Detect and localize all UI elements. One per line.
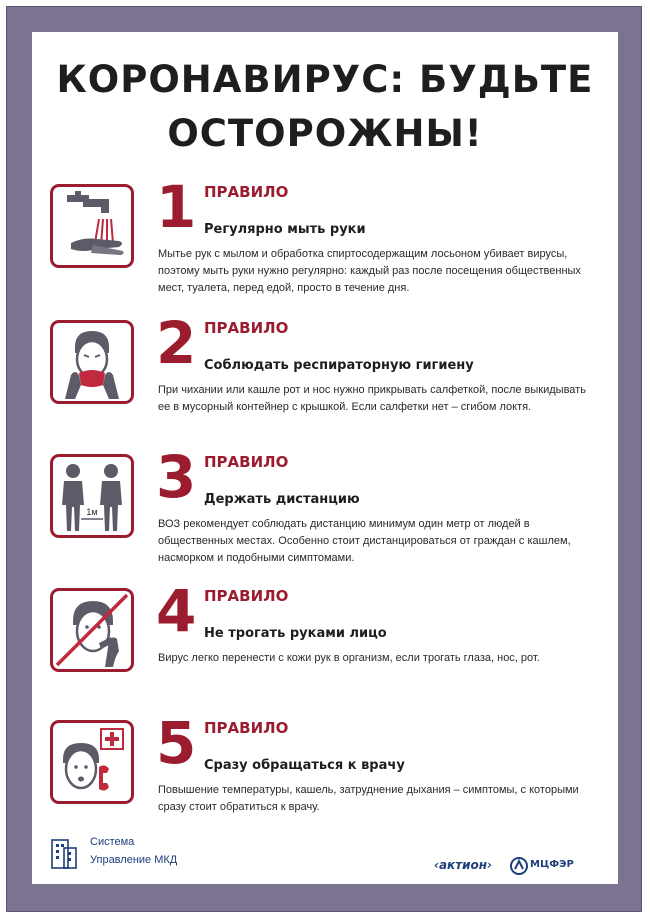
aktion-logo: ‹актион›	[434, 858, 493, 872]
poster-title-line2: ОСТОРОЖНЫ!	[167, 112, 483, 155]
distance-label: 1м	[86, 507, 98, 517]
rule-number: 4	[156, 577, 197, 645]
rule-label: ПРАВИЛО	[204, 719, 289, 737]
rule-1	[32, 173, 618, 322]
rule-body: Мытье рук с мылом и обработка спиртосодержащим лосьоном убивает вирусы, поэтому мыть руки нужно регулярно: каждый раз после посещения общественных мест, туалета, перед едой, просто в течение дня.	[158, 248, 581, 294]
rule-label: ПРАВИЛО	[204, 183, 289, 201]
rule-2	[32, 309, 618, 458]
rule-heading: Соблюдать респираторную гигиену	[204, 358, 474, 373]
rule-heading: Регулярно мыть руки	[204, 222, 366, 237]
mcfer-logo: МЦФЭР	[530, 859, 574, 870]
publisher-brand	[434, 856, 604, 878]
handwashing-icon	[50, 184, 134, 268]
poster-sheet	[32, 32, 618, 884]
rule-label: ПРАВИЛО	[204, 319, 289, 337]
rule-body: При чихании или кашле рот и нос нужно прикрывать салфеткой, после выкидывать ее в мусорный контейнер с крышкой. Если салфетки нет – сгибом локтя.	[158, 384, 586, 413]
system-label: Система	[90, 836, 135, 848]
sneeze-tissue-icon	[50, 320, 134, 404]
rule-heading: Держать дистанцию	[204, 492, 360, 507]
rule-number: 1	[156, 173, 197, 241]
rule-4	[32, 577, 618, 726]
system-product-label: Управление МКД	[90, 854, 178, 866]
rule-3	[32, 443, 618, 592]
rule-label: ПРАВИЛО	[204, 587, 289, 605]
rule-number: 3	[156, 443, 197, 511]
poster-title-line1: КОРОНАВИРУС: БУДЬТЕ	[56, 58, 594, 101]
rule-number: 5	[156, 709, 197, 777]
rule-label: ПРАВИЛО	[204, 453, 289, 471]
rule-body: Вирус легко перенести с кожи рук в организм, если трогать глаза, нос, рот.	[158, 652, 540, 664]
social-distance-icon	[50, 454, 134, 538]
no-face-touch-icon	[50, 588, 134, 672]
rule-body: Повышение температуры, кашель, затруднение дыхания – симптомы, с которыми сразу стоит обратиться к врачу.	[158, 784, 579, 813]
system-brand	[50, 832, 250, 876]
rule-heading: Не трогать руками лицо	[204, 626, 387, 641]
mcfer-logo-icon	[510, 857, 528, 875]
building-icon	[50, 834, 80, 870]
rule-heading: Сразу обращаться к врачу	[204, 758, 405, 773]
rule-body: ВОЗ рекомендует соблюдать дистанцию минимум один метр от людей в общественных местах. Особенно стоит дистанцироваться от граждан с кашлем, насморком и подобными симптомами.	[158, 518, 571, 564]
call-doctor-icon	[50, 720, 134, 804]
rule-number: 2	[156, 309, 197, 377]
